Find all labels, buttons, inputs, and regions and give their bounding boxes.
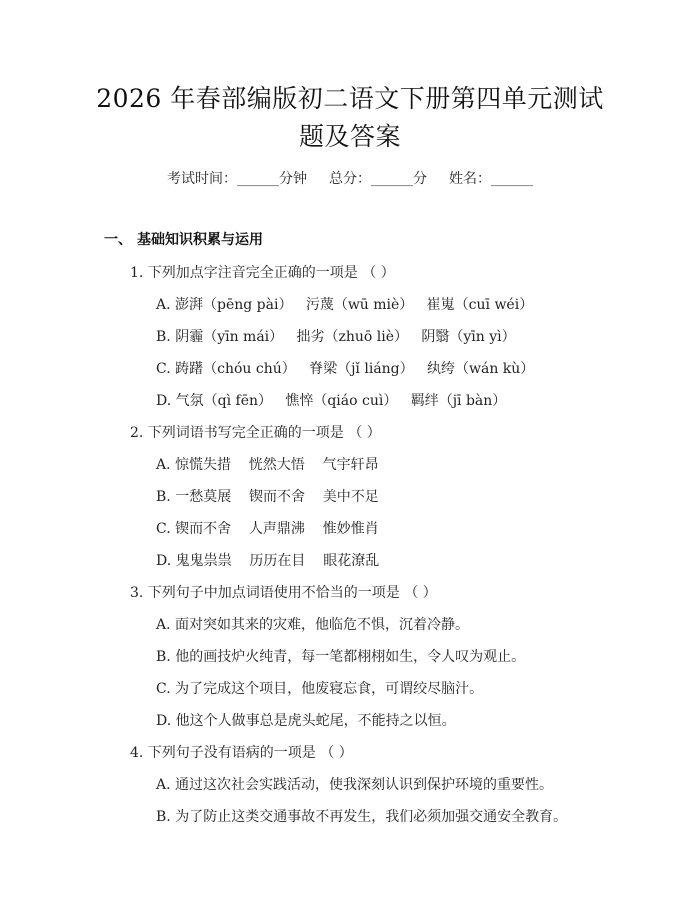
question-option: B. 一愁莫展 锲而不舍 美中不足 [156,489,379,505]
question-option: C. 锲而不舍 人声鼎沸 惟妙惟肖 [156,521,379,537]
section-heading [104,229,263,249]
question-option: D. 鬼鬼祟祟 历历在目 眼花潦乱 [156,553,380,569]
question-option: C. 为了完成这个项目，他废寝忘食，可谓绞尽脑汁。 [156,681,484,697]
question-option: A. 澎湃（pēng pài） 污蔑（wū miè） 崔嵬（cuī wéi） [156,297,534,313]
section-title: 基础知识积累与运用 [137,232,263,248]
question-option: A. 面对突如其来的灾难，他临危不惧，沉着冷静。 [156,617,470,633]
question-option: D. 气氛（qì fēn） 憔悴（qiáo cuì） 羁绊（jī bàn） [156,393,507,409]
total-score-field: 总分：______分 [329,171,427,187]
exam-time-field: 考试时间：______分钟 [167,171,307,187]
question-stem: 3. 下列句子中加点词语使用不恰当的一项是 （ ） [130,585,437,601]
question-stem: 2. 下列词语书写完全正确的一项是 （ ） [130,425,381,441]
exam-info-line [0,168,700,188]
question-option: B. 他的画技炉火纯青，每一笔都栩栩如生，令人叹为观止。 [156,649,526,665]
title-line-2: 题及答案 [298,122,401,151]
question-option: B. 阴霾（yīn mái） 拙劣（zhuō liè） 阴翳（yīn yì） [156,329,516,345]
student-name-field: 姓名：______ [449,171,533,187]
question-stem: 4. 下列句子没有语病的一项是 （ ） [130,745,353,761]
question-option: C. 踌躇（chóu chú） 脊梁（jǐ liáng） 纨绔（wán kù） [156,361,535,377]
question-option: A. 惊慌失措 恍然大悟 气宇轩昂 [156,457,379,473]
title-line-1: 2026 年春部编版初二语文下册第四单元测试 [96,84,604,113]
question-stem: 1. 下列加点字注音完全正确的一项是 （ ） [130,265,395,281]
question-option: A. 通过这次社会实践活动，使我深刻认识到保护环境的重要性。 [156,777,554,793]
section-number: 一、 [104,232,132,248]
exam-title [80,80,620,156]
question-option: B. 为了防止这类交通事故不再发生，我们必须加强交通安全教育。 [156,809,568,825]
question-option: D. 他这个人做事总是虎头蛇尾，不能持之以恒。 [156,713,456,729]
